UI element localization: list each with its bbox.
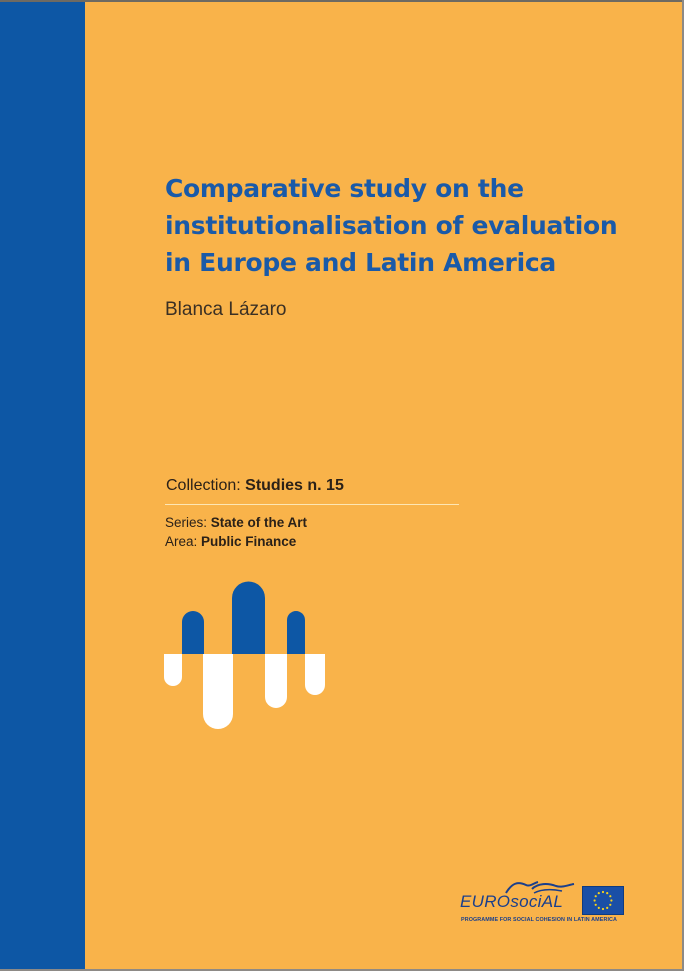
white-bar (265, 654, 287, 708)
area-label: Area: (165, 534, 202, 549)
bars-logo-icon (160, 578, 330, 733)
eurosocial-tagline: PROGRAMME FOR SOCIAL COHESION IN LATIN AMERICA (461, 917, 618, 923)
white-bar (305, 654, 325, 695)
author-name: Blanca Lázaro (165, 299, 287, 320)
blue-bar (182, 611, 204, 654)
eu-flag-icon (582, 886, 624, 915)
title-line: Comparative study on the (165, 174, 524, 203)
cover-title (165, 170, 635, 281)
collection-value: Studies n. 15 (245, 477, 344, 494)
blue-bar (232, 582, 265, 655)
collection-label: Collection: (166, 477, 246, 494)
title-line: in Europe and Latin America (165, 248, 556, 277)
series-label: Series: (165, 515, 211, 530)
blue-bar (287, 611, 305, 654)
eurosocial-logo (460, 878, 630, 928)
area-value: Public Finance (201, 534, 297, 549)
collection-divider (165, 504, 459, 505)
eu-stars-icon (583, 887, 623, 914)
white-bar (203, 654, 233, 729)
blue-spine (0, 2, 85, 971)
series-line (165, 513, 307, 532)
series-value: State of the Art (210, 515, 308, 530)
area-line (165, 532, 307, 551)
collection-line (166, 477, 344, 495)
top-border (0, 0, 684, 2)
series-area-block (165, 513, 307, 551)
white-bar (164, 654, 182, 686)
title-line: institutionalisation of evaluation (165, 211, 618, 240)
eurosocial-wordmark: EUROsociAL (460, 892, 564, 911)
